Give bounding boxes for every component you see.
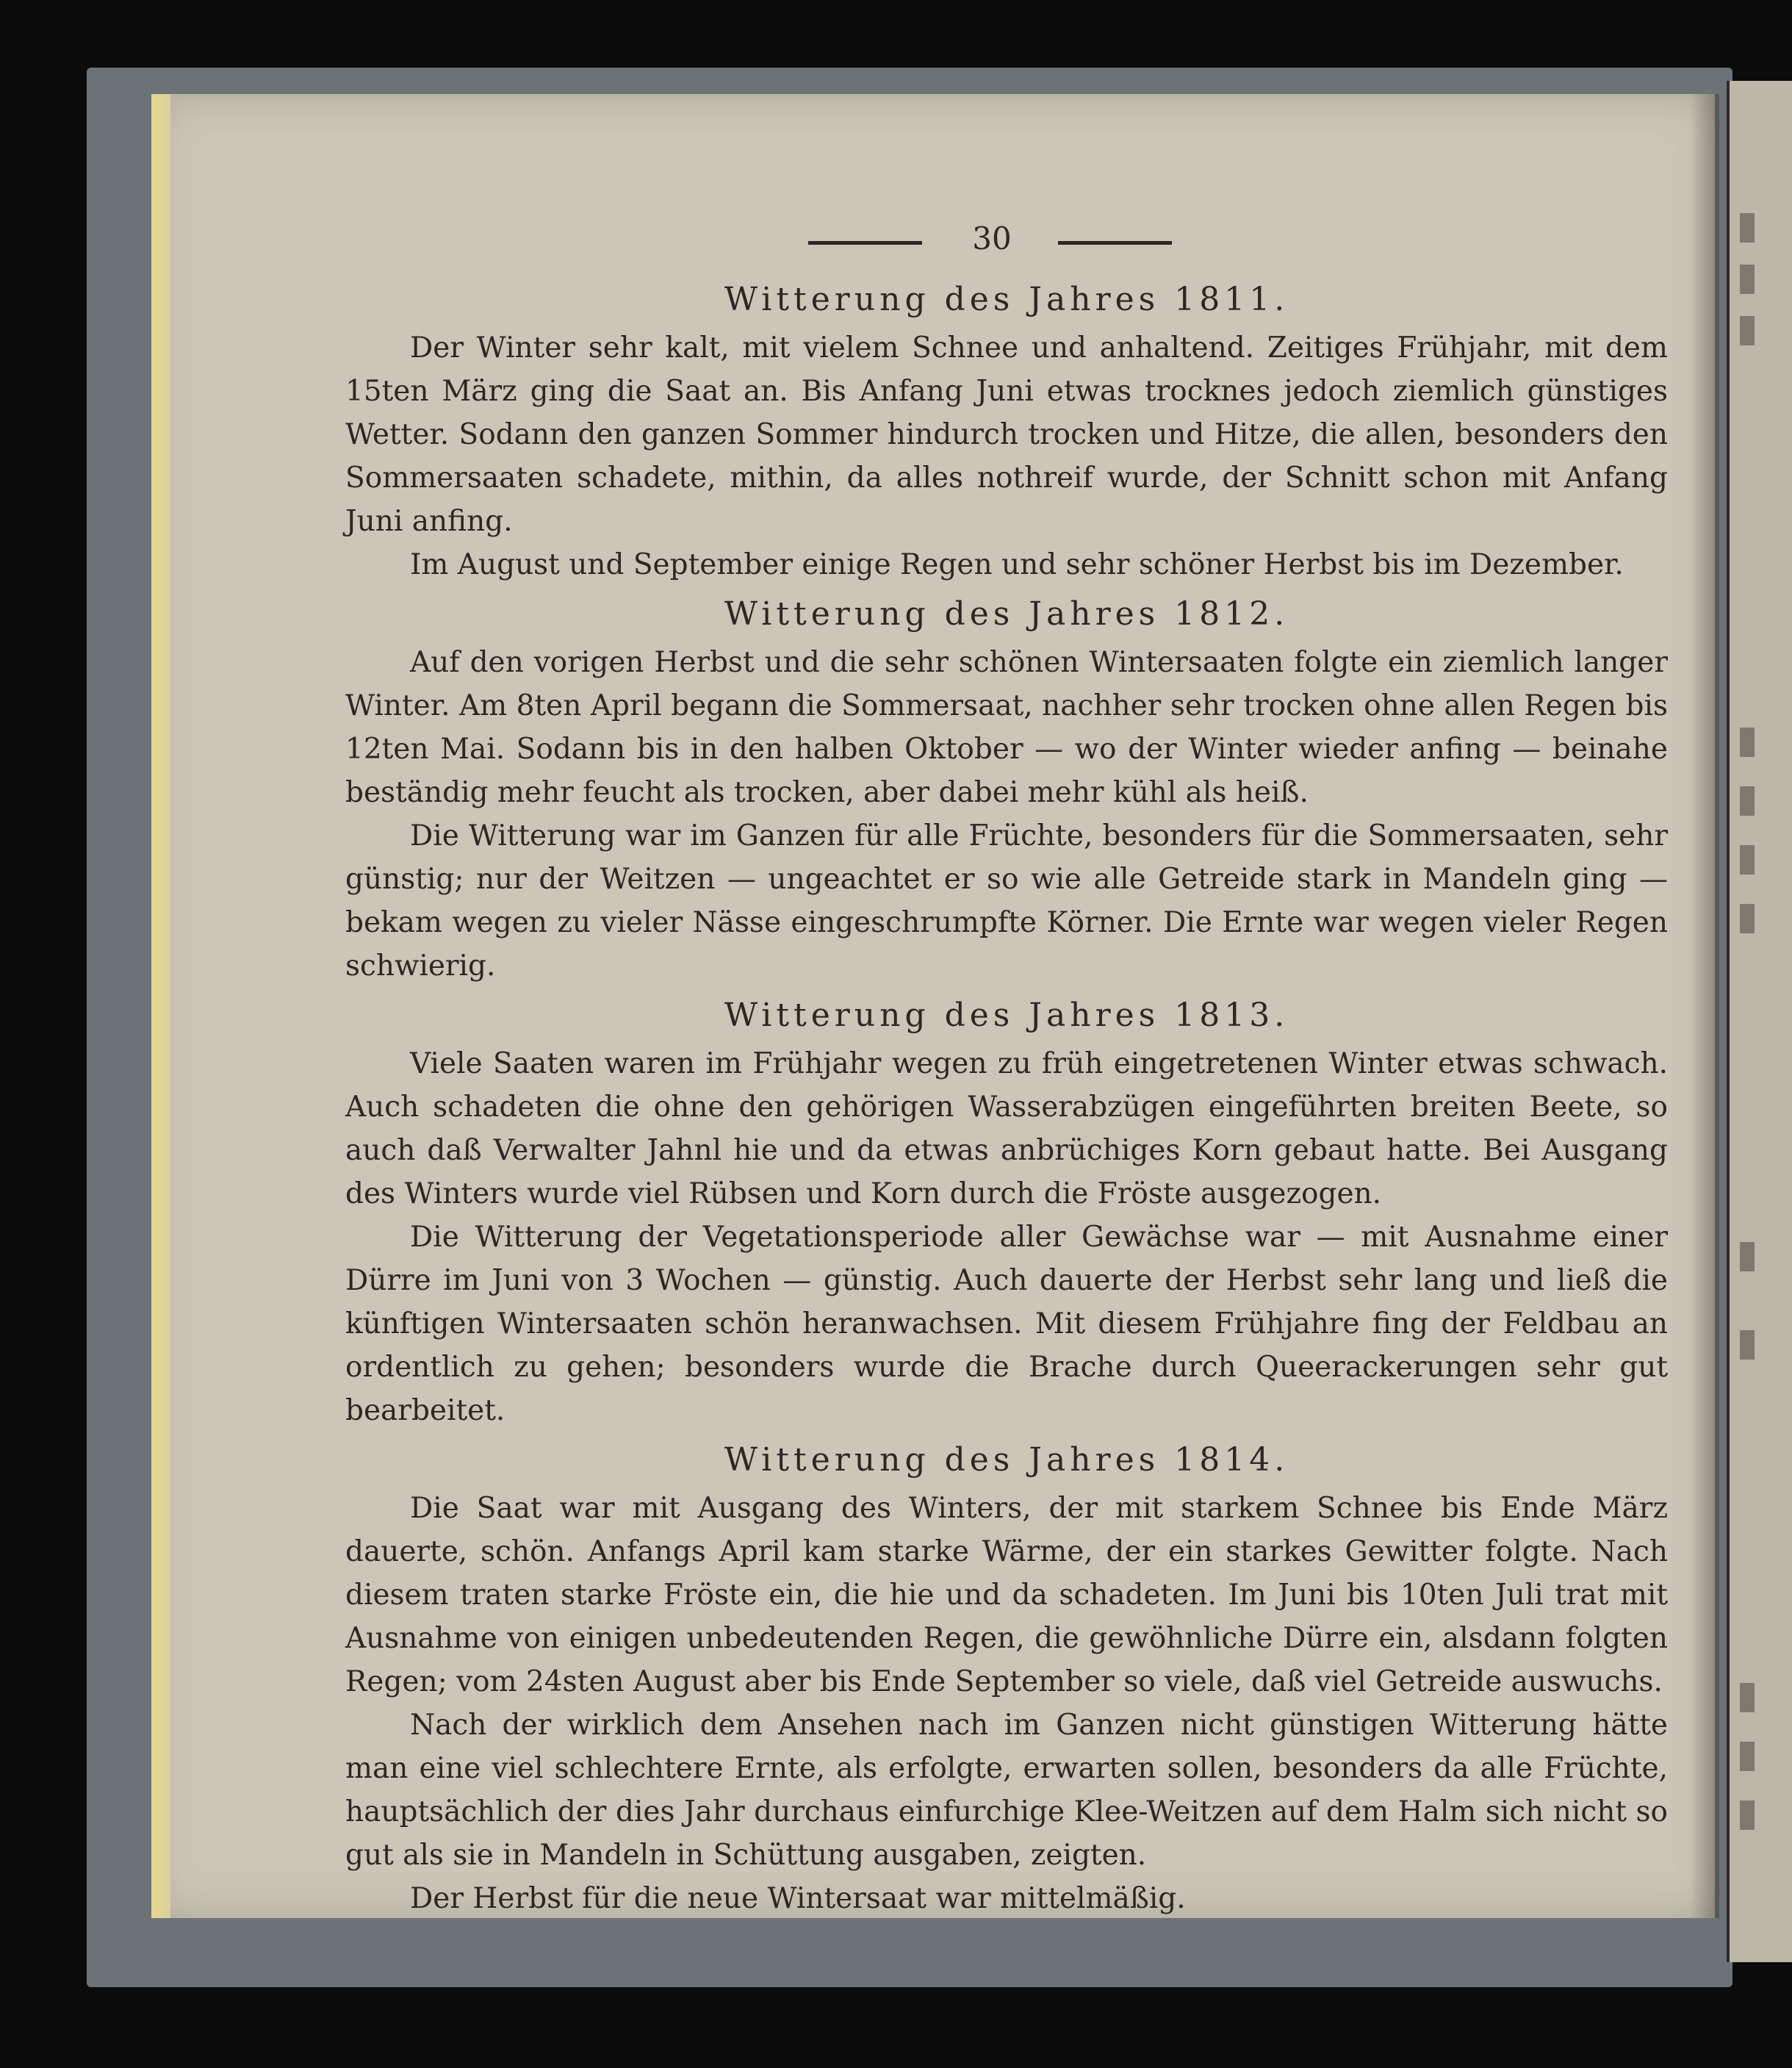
adjacent-page-glyph [1740, 265, 1755, 294]
paragraph: Die Saat war mit Ausgang des Winters, der mit starkem Schnee bis Ende März dauerte, schön. Anfangs April kam starke Wärme, der ein starkes Gewitter folgte. Nach diesem traten starke Fröste ein, die hie und da schadeten. Im Juni bis 10ten Juli trat mit Ausnahme von einigen unbedeutenden Regen, die gewöhnliche Dürre ein, alsdann folgten Regen; vom 24sten August aber bis Ende September so viele, daß viel Getreide auswuchs. [345, 1492, 1668, 1698]
paragraph: Der Winter sehr kalt, mit vielem Schnee und anhaltend. Zeitiges Frühjahr, mit dem 15ten März ging die Saat an. Bis Anfang Juni etwas trocknes jedoch ziemlich günstiges Wetter. Sodann den ganzen Sommer hindurch trocken und Hitze, die allen, besonders den Sommersaaten schadete, mithin, da alles nothreif wurde, der Schnitt schon mit Anfang Juni anfing. [345, 331, 1668, 538]
page-content [345, 213, 1668, 1920]
adjacent-page-glyph [1740, 1683, 1755, 1712]
paragraph: Die Witterung war im Ganzen für alle Früchte, besonders für die Sommersaaten, sehr günstig; nur der Weitzen — ungeachtet er so wie alle Getreide stark in Mandeln ging — bekam wegen zu vieler Nässe eingeschrumpfte Körner. Die Ernte war wegen vieler Regen schwierig. [345, 819, 1668, 983]
adjacent-page-glyph [1740, 1800, 1755, 1830]
adjacent-page-glyph [1740, 786, 1755, 816]
header-rule-right [1058, 241, 1172, 245]
paragraph: Viele Saaten waren im Frühjahr wegen zu früh eingetretenen Winter etwas schwach. Auch schadeten die ohne den gehörigen Wasserabzügen eingeführten breiten Beete, so auch daß Verwalter Jahnl hie und da etwas anbrüchiges Korn gebaut hatte. Bei Ausgang des Winters wurde viel Rübsen und Korn durch die Fröste ausgezogen. [345, 1047, 1668, 1210]
adjacent-page-glyph [1740, 316, 1755, 345]
section-title: Witterung des Jahres 1812. [724, 595, 1289, 633]
section-title: Witterung des Jahres 1811. [724, 281, 1289, 318]
paragraph: Auf den vorigen Herbst und die sehr schönen Wintersaaten folgte ein ziemlich langer Winter. Am 8ten April begann die Sommersaat, nachher sehr trocken ohne allen Regen bis 12ten Mai. Sodann bis in den halben Oktober — wo der Winter wieder anfing — beinahe beständig mehr feucht als trocken, aber dabei mehr kühl als heiß. [345, 646, 1668, 809]
paragraph: Der Herbst für die neue Wintersaat war mittelmäßig. [410, 1882, 1186, 1915]
section-1811 [345, 276, 1668, 586]
section-1812 [345, 591, 1668, 988]
section-title: Witterung des Jahres 1814. [724, 1441, 1289, 1479]
section-1814 [345, 1437, 1668, 1920]
header-rule-left [808, 241, 922, 245]
adjacent-page-glyph [1740, 213, 1755, 243]
adjacent-page-edge [1727, 81, 1792, 1962]
section-1813 [345, 992, 1668, 1432]
page-header [345, 213, 1668, 272]
page-gilt-edge [151, 94, 170, 1918]
paragraph: Die Witterung der Vegetationsperiode aller Gewächse war — mit Ausnahme einer Dürre im Juni von 3 Wochen — günstig. Auch dauerte der Herbst sehr lang und ließ die künftigen Wintersaaten schön heranwachsen. Mit diesem Frühjahre fing der Feldbau an ordentlich zu gehen; besonders wurde die Brache durch Queerackerungen sehr gut bearbeitet. [345, 1221, 1668, 1427]
paragraph: Im August und September einige Regen und sehr schöner Herbst bis im Dezember. [410, 548, 1624, 581]
adjacent-page-glyph [1740, 845, 1755, 875]
adjacent-page-glyph [1740, 1242, 1755, 1271]
paragraph: Nach der wirklich dem Ansehen nach im Ganzen nicht günstigen Witterung hätte man eine viel schlechtere Ernte, als erfolgte, erwarten sollen, besonders da alle Früchte, hauptsächlich der dies Jahr durchaus einfurchige Klee-Weitzen auf dem Halm sich nicht so gut als sie in Mandeln in Schüttung ausgaben, zeigten. [345, 1709, 1668, 1872]
section-title: Witterung des Jahres 1813. [724, 997, 1289, 1034]
page-number: 30 [972, 220, 1012, 256]
adjacent-page-glyph [1740, 728, 1755, 757]
adjacent-page-glyph [1740, 1742, 1755, 1771]
page-gutter-shadow [1690, 94, 1719, 1918]
adjacent-page-glyph [1740, 904, 1755, 933]
adjacent-page-glyph [1740, 1330, 1755, 1360]
